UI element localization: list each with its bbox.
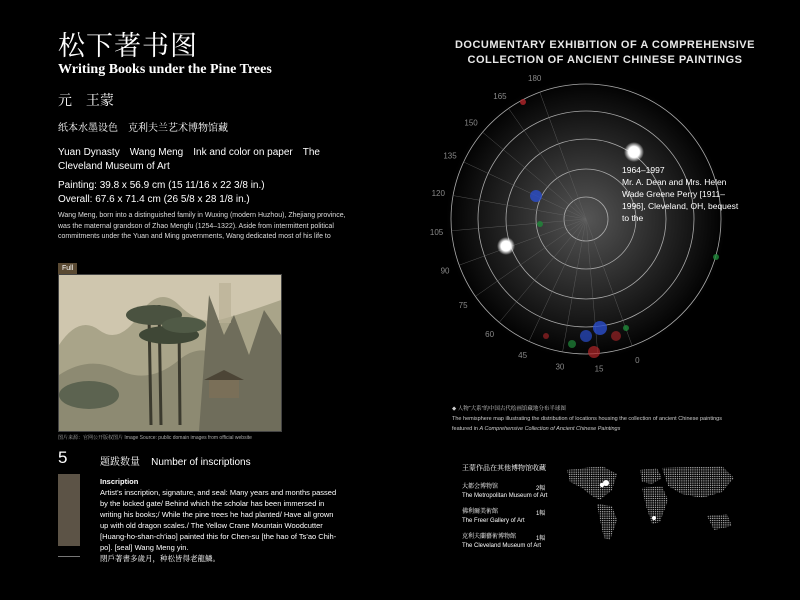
polar-angle-label: 60 [485,329,495,339]
continents [567,466,734,540]
landscape-painting-illustration [59,275,281,431]
dot-blue [580,330,592,342]
inscription-label-cn: 题跋数量 [100,457,140,468]
polar-angle-label: 180 [528,74,542,84]
polar-angle-label: 165 [493,92,507,102]
dot-green [623,325,629,331]
museum-item[interactable]: 大都会博物馆 The Metropolitan Museum of Art [462,484,548,499]
polar-angle-label: 105 [429,228,444,238]
medium-location-cn: 纸本水墨设色 克利夫兰艺术博物馆藏 [58,123,228,134]
polar-angle-label: 75 [458,301,468,311]
divider [58,556,80,557]
dot-green [568,340,576,348]
exhibition-heading-line1: DOCUMENTARY EXHIBITION OF A COMPREHENSIVE [454,39,755,51]
location-marker[interactable] [600,483,604,487]
overall-size: Overall: 67.6 x 71.4 cm (26 5/8 x 28 1/8 in.) [58,194,250,205]
museum-count: 2幅 [536,486,546,492]
dot-red [520,99,526,105]
inscription-label-en: Number of inscriptions [151,457,251,468]
meta-en: Yuan Dynasty Wang Meng Ink and color on paper The Cleveland Museum of Art [58,147,320,172]
inscription-seal-image[interactable] [58,474,80,546]
polar-angle-label: 0 [635,355,640,365]
dot-highlight[interactable] [497,237,515,255]
polar-angle-label: 135 [443,151,457,161]
dot-blue [530,190,542,202]
inscription-text-en: Artist's inscription, signature, and seal: Many years and months passed by the locked gate/ Behind which the scholar has been immersed in writing his books;/ While the pine trees he had planted/ Have all grown up with old dragon scales./ The Yellow Crane Mountain Woodcutter [Huang-ho-shan-ch'iao] painted this for Chen-su [the hao of Ts'ao Chih-po]. [seal] Wang Meng yin. [100,488,337,552]
title-en: Writing Books under the Pine Trees [58,62,272,77]
world-map[interactable] [562,460,742,552]
note-line1-cn: ◆ 人物“大系”的中国古代绘画馆藏地分布半球图 [452,406,566,412]
full-tag[interactable]: Full [58,263,77,274]
polar-annotation: 1964–1997 Mr. A. Dean and Mrs. Helen Wade Greene Perry [1911–1996], Cleveland, OH, bequest to the [622,165,739,223]
note-line2: The hemisphere map illustrating the distribution of locations housing the collection of ancient Chinese paintings [452,416,722,422]
museum-count: 1幅 [536,536,546,542]
title-cn: 松下著书图 [58,31,198,62]
museum-item[interactable]: 佛利爾美術館 The Freer Gallery of Art [462,509,525,524]
dot-red [543,333,549,339]
exhibition-heading-line2: COLLECTION OF ANCIENT CHINESE PAINTINGS [467,54,743,66]
painting-image[interactable] [58,274,282,432]
dot-red [588,346,600,358]
note-line3: featured in A Comprehensive Collection of Ancient Chinese Paintings [452,426,621,432]
dynasty-artist-cn: 元 王蒙 [58,92,114,108]
polar-angle-label: 150 [464,118,478,128]
museum-item[interactable]: 克利夫蘭藝術博物館 The Cleveland Museum of Art [462,534,542,549]
inscription-count-label [100,453,251,468]
inscription-text-cn: 閉戶著書多歲月，种松皆得老龍鱗。 [100,554,220,563]
museum-count: 1幅 [536,511,546,517]
polar-angle-label: 30 [555,362,565,372]
polar-angle-label: 90 [440,266,450,276]
polar-angle-label: 15 [594,364,604,374]
inscription-block [100,476,340,564]
polar-angle-label: 45 [518,350,528,360]
dot-green [537,221,543,227]
exhibition-heading [430,38,780,68]
dot-highlight[interactable] [624,142,644,162]
dot-green [713,254,719,260]
description: Wang Meng, born into a distinguished family in Wuxing (modern Huzhou), Zhejiang province, was the maternal grandson of Zhao Mengfu (1254–1322). Aside from intermittent political commitments under the Yuan and Ming governments, Wang dedicated most of his life to [58,212,346,240]
inscription-count: 5 [58,448,68,467]
polar-angle-label: 120 [431,188,445,198]
inscription-heading: Inscription [100,477,139,486]
map-title: 王蒙作品在其他博物馆收藏 [462,465,546,472]
dot-red [611,331,621,341]
location-marker[interactable] [652,516,656,520]
hemisphere-note [452,404,752,434]
image-credit: 图片来源：官网公开版权图片 Image Source: public domain images from official website [58,435,252,441]
dot-blue [593,321,607,335]
hemisphere-polar-map[interactable] [420,74,740,394]
painting-size: Painting: 39.8 x 56.9 cm (15 11/16 x 22 3/8 in.) [58,180,265,191]
